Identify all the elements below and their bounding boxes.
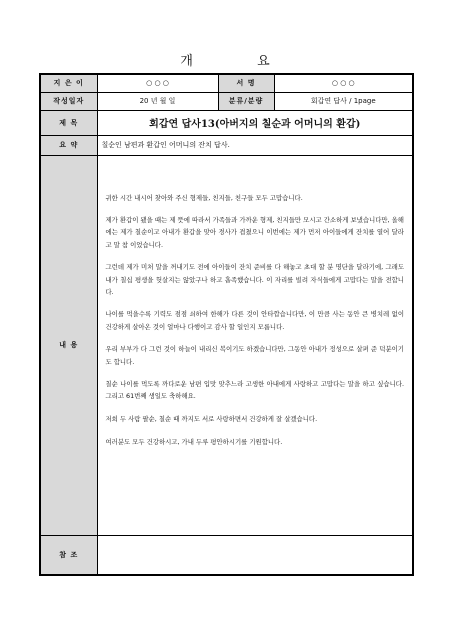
content-paragraph: 여러분도 모두 건강하시고, 가내 두루 평안하시기를 기원합니다. [105, 437, 283, 446]
content-body [97, 155, 413, 535]
category-label: 분류/분량 [218, 92, 274, 110]
overview-form-table [39, 73, 414, 576]
content-paragraph: 칠순 나이를 먹도록 까다로운 남편 입맛 맞추느라 고생한 아내에게 사랑하고 고맙다는 말을 하고 싶습니다. 그리고 61번째 생일도 축하해요. [105, 380, 404, 401]
content-paragraph: 저희 두 사람 팔순, 칠순 때 까지도 서로 사랑하면서 건강하게 잘 살겠습니다. [105, 415, 318, 424]
author-value: ○ ○ ○ [97, 74, 218, 92]
content-paragraph: 귀한 시간 내시어 찾아와 주신 형제들, 친지들, 친구들 모두 고맙습니다. [105, 193, 303, 202]
date-label: 작성일자 [40, 92, 97, 110]
content-paragraph: 제가 환갑이 됐을 때는 제 뜻에 따라서 가족들과 가까운 형제, 친지들만 모시고 간소하게 보냈습니다만, 올해에는 제가 칠순이고 아내가 환갑을 맞아 경사가 겹쳤으니 이번에는 제가 먼저 아이들에게 잔치를 열어 달라고 말 참 이었습니다. [105, 216, 404, 249]
signature-value: ○ ○ ○ [274, 74, 413, 92]
date-value: 20 년 월 일 [97, 92, 218, 110]
author-row [40, 74, 413, 92]
signature-label: 서 명 [218, 74, 274, 92]
subject-row [40, 110, 413, 135]
content-paragraph: 그런데 제가 미처 말을 꺼내기도 전에 아이들이 잔치 준비를 다 해놓고 초대 할 분 명단을 달라기에, 그래도 내가 칠십 평생을 헛살지는 않았구나 하고 흡족했습니다. 이 자리를 빌려 자식들에게 고맙다는 말을 전합니다. [105, 263, 404, 296]
content-row [40, 155, 413, 535]
page-title: 개 요 [180, 54, 300, 69]
reference-value [97, 535, 413, 575]
summary-label: 요 약 [40, 135, 97, 155]
subject-label: 제 목 [40, 110, 97, 135]
author-label: 지 은 이 [40, 74, 97, 92]
summary-row [40, 135, 413, 155]
summary-value: 칠순인 남편과 환갑인 어머니의 잔치 답사. [97, 135, 413, 155]
content-label: 내 용 [40, 155, 97, 535]
category-value: 회갑연 답사 / 1page [274, 92, 413, 110]
subject-value: 회갑연 답사13(아버지의 칠순과 어머니의 환갑) [97, 110, 413, 135]
content-paragraph: 나이를 먹을수록 기력도 점점 쇠하여 한해가 다른 것이 안타깝습니다만, 이 만큼 사는 동안 큰 병치레 없이 건강하게 살아온 것이 얼마나 다행이고 감사 할 일인지 모릅니다. [105, 310, 404, 331]
reference-label: 참 조 [40, 535, 97, 575]
date-row [40, 92, 413, 110]
reference-row [40, 535, 413, 575]
content-paragraph: 우리 부부가 다 그런 것이 하늘이 내리신 복이기도 하겠습니다만, 그동안 아내가 정성으로 살펴 준 덕분이기도 합니다. [105, 345, 404, 366]
